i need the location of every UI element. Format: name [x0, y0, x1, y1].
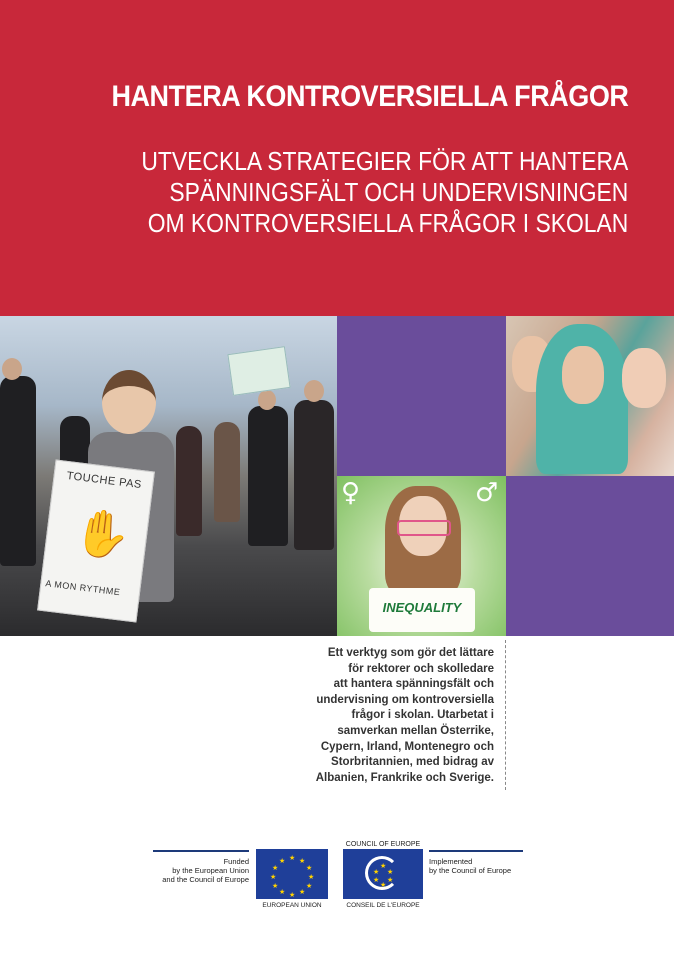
funded-line: Funded [223, 857, 249, 866]
star-icon: ★ [306, 865, 313, 872]
crowd-person [0, 376, 36, 566]
star-icon: ★ [373, 869, 380, 876]
demonstrator-placard [227, 346, 290, 396]
subtitle-line: OM KONTROVERSIELLA FRÅGOR I SKOLAN [147, 208, 628, 238]
star-icon: ★ [387, 877, 394, 884]
star-icon: ★ [272, 883, 279, 890]
document-subtitle [141, 146, 628, 239]
inequality-sign [369, 588, 475, 632]
description-line: samverkan mellan Österrike, [337, 724, 494, 737]
crowd-head [2, 358, 22, 380]
purple-tile [506, 476, 674, 636]
star-icon: ★ [380, 863, 387, 870]
star-icon: ★ [289, 892, 296, 899]
star-icon: ★ [299, 858, 306, 865]
male-symbol-icon: ♂ [475, 478, 499, 508]
star-icon: ★ [272, 865, 279, 872]
glasses [397, 520, 451, 536]
purple-tile [337, 316, 506, 476]
woman-face [562, 346, 604, 404]
council-of-europe-logo [343, 849, 423, 899]
description-line: för rektorer och skolledare [348, 662, 494, 675]
hand-icon: ✋ [70, 504, 135, 564]
star-icon: ★ [380, 882, 387, 889]
crowd-person [214, 422, 240, 522]
coe-top-label: COUNCIL OF EUROPE [345, 841, 421, 848]
implemented-text [429, 857, 529, 875]
crowd-person [248, 406, 288, 546]
female-symbol-icon: ♀ [341, 478, 361, 508]
funded-rule [153, 850, 249, 852]
description-line: Cypern, Irland, Montenegro och [320, 740, 494, 753]
implemented-line: Implemented [429, 857, 473, 866]
subtitle-line: UTVECKLA STRATEGIER FÖR ATT HANTERA [141, 146, 628, 176]
crowd-person [294, 400, 334, 550]
star-icon: ★ [387, 869, 394, 876]
description-line: att hantera spänningsfält och [333, 678, 494, 691]
sign-text: A MON RYTHME [44, 578, 121, 598]
star-icon: ★ [279, 858, 286, 865]
description-line: Albanien, Frankrike och Sverige. [315, 771, 494, 784]
eu-flag-logo [256, 849, 328, 899]
dashed-divider [505, 640, 506, 790]
woman-face [622, 348, 666, 408]
women-photo [506, 316, 674, 476]
coe-bottom-label: CONSEIL DE L'EUROPE [346, 902, 420, 909]
description-line: Ett verktyg som gör det lättare [327, 647, 494, 659]
star-icon: ★ [299, 889, 306, 896]
description-line: undervisning om kontroversiella [316, 693, 494, 706]
funded-line: and the Council of Europe [162, 875, 249, 884]
star-icon: ★ [270, 874, 277, 881]
crowd-head [258, 390, 276, 410]
document-title: HANTERA KONTROVERSIELLA FRÅGOR [110, 80, 628, 113]
star-icon: ★ [306, 883, 313, 890]
inequality-text: INEQUALITY [382, 600, 462, 615]
description-line: frågor i skolan. Utarbetat i [351, 709, 494, 722]
star-icon: ★ [308, 874, 315, 881]
star-icon: ★ [373, 877, 380, 884]
subtitle-line: SPÄNNINGSFÄLT OCH UNDERVISNINGEN [169, 177, 628, 207]
funded-text [153, 857, 249, 884]
star-icon: ★ [289, 855, 296, 862]
child-head [102, 370, 156, 434]
sign-text: TOUCHE PAS [65, 469, 143, 492]
implemented-line: by the Council of Europe [429, 866, 512, 875]
crowd-person [176, 426, 202, 536]
star-icon: ★ [279, 889, 286, 896]
girl-photo [337, 476, 506, 636]
implemented-rule [429, 850, 523, 852]
funded-line: by the European Union [172, 866, 249, 875]
description [290, 646, 494, 786]
crowd-head [304, 380, 324, 402]
description-line: Storbritannien, med bidrag av [331, 756, 494, 769]
cover-header [0, 0, 674, 316]
protest-sign [37, 459, 155, 622]
eu-label: EUROPEAN UNION [262, 902, 322, 909]
